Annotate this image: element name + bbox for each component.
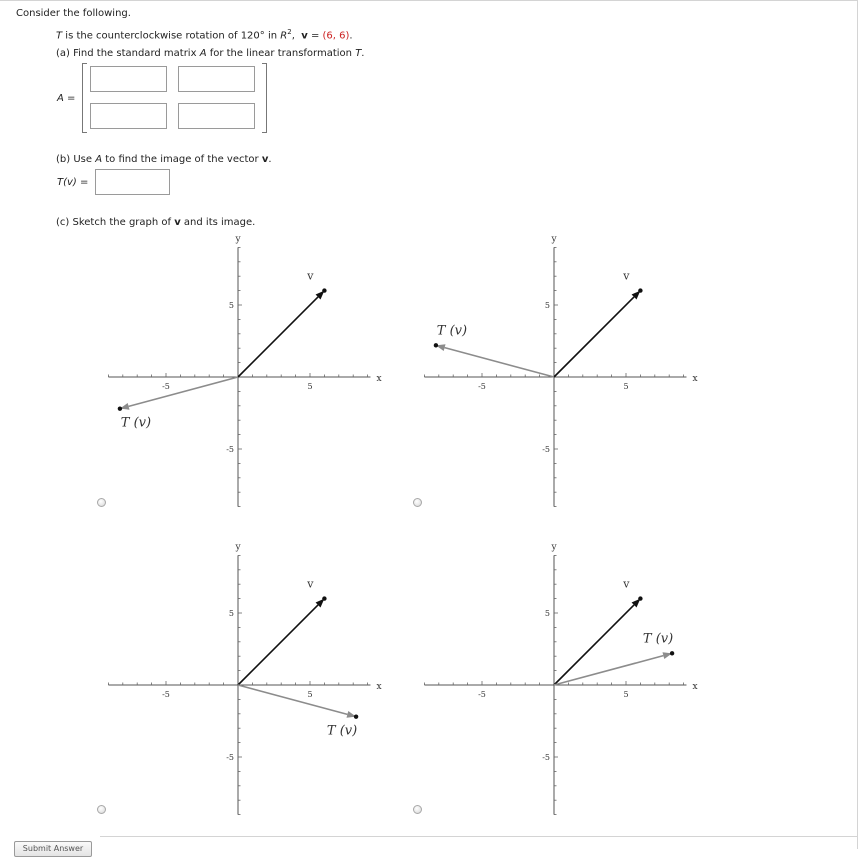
y-tick-label-5: 5 (228, 301, 234, 310)
vector-v-line (554, 297, 634, 377)
y-axis-label: y (551, 542, 557, 553)
x-axis-label: x (692, 374, 698, 384)
v-value: (6, 6) (322, 30, 350, 42)
x-tick-label-neg5: -5 (162, 382, 170, 391)
submit-answer-button[interactable]: Submit Answer (14, 841, 92, 857)
t-symbol: T (56, 30, 63, 42)
graph-option-2 (424, 234, 697, 506)
option-radio-2[interactable] (413, 498, 422, 507)
tv-label: T (v) (642, 631, 674, 647)
part-c-prefix: (c) Sketch the graph of (56, 217, 175, 228)
matrix-label: A = (57, 93, 76, 104)
part-b-middle: to find the image of the vector (102, 154, 262, 165)
v-label: v (623, 269, 630, 283)
x-tick-label-5: 5 (623, 382, 629, 391)
x-axis-label: x (376, 374, 382, 384)
vector-tv-line (554, 656, 663, 685)
vector-v-line (238, 297, 318, 377)
x-tick-label-neg5: -5 (478, 690, 486, 699)
part-c-suffix: and its image. (180, 217, 256, 228)
vector-tv-line (129, 377, 238, 406)
y-axis-label: y (235, 542, 241, 553)
part-a-prefix: (a) Find the standard matrix (56, 48, 200, 59)
tv-label: T(v) = (57, 177, 89, 188)
tv-label: T (v) (436, 323, 468, 339)
vector-v-endpoint (638, 596, 642, 600)
bottom-divider (100, 836, 857, 837)
a-symbol: A (95, 154, 103, 165)
option-radio-3[interactable] (97, 805, 106, 814)
v-label: v (307, 269, 314, 283)
x-tick-label-neg5: -5 (162, 690, 170, 699)
y-tick-label-neg5: -5 (226, 753, 234, 762)
v-symbol: v (174, 217, 181, 228)
equals: = (307, 30, 323, 42)
problem-sep: , (291, 30, 295, 42)
space-symbol: R (280, 30, 288, 42)
vector-v-line (238, 605, 318, 685)
space-exponent: 2 (287, 28, 292, 36)
t-symbol: T (355, 48, 362, 59)
option-radio-1[interactable] (97, 498, 106, 507)
v-label: v (307, 577, 314, 591)
a-symbol: A (199, 48, 207, 59)
intro-text: Consider the following. (16, 8, 131, 19)
x-tick-label-5: 5 (623, 690, 629, 699)
period: . (349, 30, 353, 42)
y-tick-label-5: 5 (228, 609, 234, 618)
y-tick-label-neg5: -5 (542, 445, 550, 454)
v-symbol: v (261, 154, 269, 165)
vector-v-endpoint (322, 596, 326, 600)
graph-option-4 (424, 542, 697, 814)
vector-tv-endpoint (434, 343, 438, 347)
y-axis-label: y (235, 234, 241, 245)
y-axis-label: y (551, 234, 557, 245)
y-tick-label-neg5: -5 (226, 445, 234, 454)
vector-tv-endpoint (670, 651, 674, 655)
vector-v-endpoint (322, 288, 326, 292)
x-tick-label-5: 5 (307, 690, 313, 699)
vector-tv-line (445, 348, 554, 377)
problem-text: is the counterclockwise rotation of 120° in (62, 30, 281, 42)
x-axis-label: x (692, 682, 698, 692)
graph-option-3 (108, 542, 381, 814)
y-tick-label-neg5: -5 (542, 753, 550, 762)
graph-option-1 (108, 234, 381, 506)
vector-v-line (554, 605, 634, 685)
part-b-prefix: (b) Use (56, 154, 96, 165)
part-a-suffix: . (361, 48, 365, 59)
v-label: v (623, 577, 630, 591)
vector-tv-line (238, 685, 347, 714)
part-b-suffix: . (268, 154, 272, 165)
v-symbol: v (301, 30, 308, 42)
tv-label: T (v) (120, 415, 152, 431)
tv-label: T (v) (326, 723, 358, 739)
y-tick-label-5: 5 (544, 609, 550, 618)
vector-v-endpoint (638, 288, 642, 292)
x-axis-label: x (376, 682, 382, 692)
vector-tv-endpoint (354, 714, 358, 718)
y-tick-label-5: 5 (544, 301, 550, 310)
x-tick-label-neg5: -5 (478, 382, 486, 391)
part-a-middle: for the linear transformation (206, 48, 356, 59)
option-radio-4[interactable] (413, 805, 422, 814)
vector-tv-endpoint (118, 406, 122, 410)
x-tick-label-5: 5 (307, 382, 313, 391)
